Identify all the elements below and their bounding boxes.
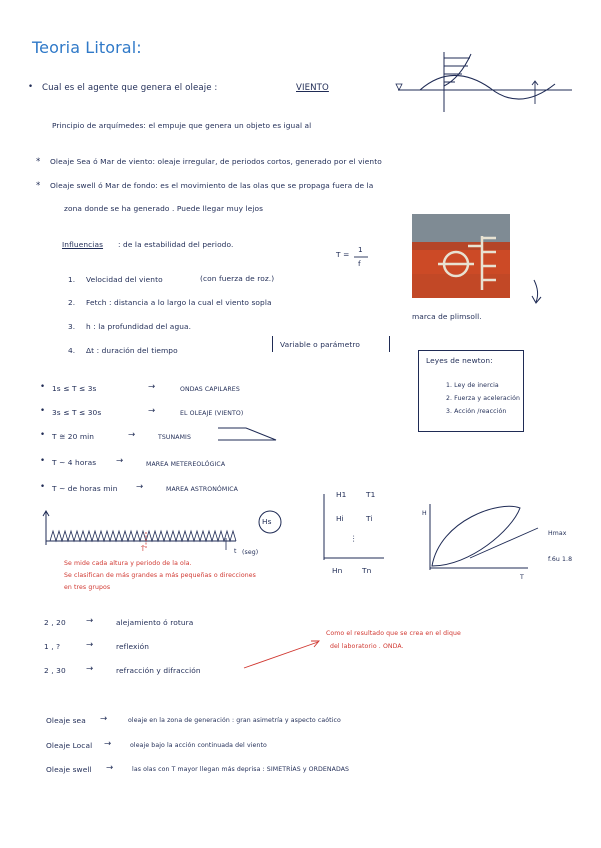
definition-left: Oleaje Local (46, 741, 93, 750)
influences-heading-rest: : de la estabilidad del periodo. (118, 240, 234, 249)
formula-t: T = (336, 250, 350, 259)
ti-label: Ti (366, 514, 373, 523)
influence-num: 4. (68, 346, 76, 355)
ratio-left: 2 , 20 (44, 618, 66, 627)
hs-label: Hs (262, 517, 272, 526)
agent-answer: VIENTO (296, 83, 329, 93)
period-right: MAREA METEREOLÓGICA (146, 461, 226, 468)
period-left: T ~ 4 horas (52, 458, 97, 467)
t-unit-label: (seg) (242, 549, 259, 556)
influence-num: 1. (68, 275, 76, 284)
lab-note: del laboratorio . ONDA. (330, 643, 404, 650)
influence-text: Δt : duración del tiempo (86, 346, 178, 355)
arrow: → (116, 456, 124, 466)
bullet: • (40, 382, 46, 392)
period-left: 1s ≤ T ≤ 3s (52, 384, 97, 393)
period-right: EL OLEAJE (VIENTO) (180, 410, 244, 417)
ratio-right: reflexión (116, 642, 150, 651)
archimedes-note: Principio de arquímedes: el empuje que genera un objeto es igual al (52, 121, 312, 130)
bullet: • (40, 406, 46, 416)
hn-label: Hn (332, 566, 343, 575)
arrow: → (86, 616, 94, 626)
newton-title: Leyes de newton: (426, 356, 493, 365)
wave-note: Se clasifican de más grandes a más pequeñas o direcciones (64, 572, 256, 579)
influence-text: h : la profundidad del agua. (86, 322, 192, 331)
influences-heading: Influencias (62, 240, 104, 249)
tn-label: Tn (362, 566, 372, 575)
ratio-right: alejamiento ó rotura (116, 618, 194, 627)
h-axis-label: H (422, 510, 427, 517)
period-right: ONDAS CAPILARES (180, 386, 240, 393)
influence-num: 3. (68, 322, 76, 331)
definition-right: las olas con T mayor llegan más deprisa : SIMETRÍAS y ORDENADAS (132, 766, 350, 773)
wave-note: Se mide cada altura y periodo de la ola. (64, 560, 192, 567)
bullet: • (40, 456, 46, 466)
period-left: T ~ de horas min (52, 484, 118, 493)
arrow: → (136, 482, 144, 492)
formula-numerator: 1 (358, 245, 363, 254)
influence-text: Fetch : distancia a lo largo la cual el viento sopla (86, 298, 272, 307)
newton-law: 1. Ley de inercia (446, 382, 499, 389)
arrow: → (104, 739, 112, 749)
bullet: • (40, 482, 46, 492)
influence-text: Velocidad del viento (86, 275, 163, 284)
period-right: TSUNAMIS (158, 434, 191, 441)
arrow: → (148, 382, 156, 392)
newton-law: 2. Fuerza y aceleración (446, 395, 520, 402)
hmax-label: Hmax (548, 530, 567, 537)
bullet: • (40, 430, 46, 440)
h1-label: H1 (336, 490, 347, 499)
page-title: Teoria Litoral: (32, 38, 142, 57)
arrow: → (128, 430, 136, 440)
hysteresis-formula: f.6u 1.8 (548, 556, 573, 563)
period-right: MAREA ASTRONÓMICA (166, 486, 239, 493)
ratio-right: refracción y difracción (116, 666, 201, 675)
influence-note: (con fuerza de roz.) (200, 274, 275, 283)
definition-left: Oleaje swell (46, 765, 92, 774)
influence-num: 2. (68, 298, 76, 307)
formula-denominator: f (358, 259, 361, 268)
lab-note: Como el resultado que se crea en el dique (326, 630, 461, 637)
definition-left: Oleaje sea (46, 716, 86, 725)
bullet: • (28, 82, 34, 92)
arrow: → (100, 714, 108, 724)
t-axis-label: T (520, 574, 524, 581)
arrow: → (148, 406, 156, 416)
arrow: → (86, 640, 94, 650)
period-left: T ≅ 20 min (52, 432, 95, 441)
agent-question: Cual es el agente que genera el oleaje : (42, 83, 218, 93)
variable-note: Variable o parámetro (280, 340, 360, 349)
newton-law: 3. Acción /reacción (446, 408, 507, 415)
swell-definition: Oleaje swell ó Mar de fondo: es el movimiento de las olas que se propaga fuera de la (50, 181, 374, 190)
ratio-left: 1 , ? (44, 642, 61, 651)
wave-note: en tres grupos (64, 584, 111, 591)
arrow: → (86, 664, 94, 674)
arrow: → (106, 763, 114, 773)
period-left: 3s ≤ T ≤ 30s (52, 408, 102, 417)
bullet: * (36, 157, 41, 167)
ratio-left: 2 , 30 (44, 666, 66, 675)
t1-label: T1 (366, 490, 376, 499)
definition-right: oleaje bajo la acción continuada del viento (130, 742, 267, 749)
sea-definition: Oleaje Sea ó Mar de viento: oleaje irregular, de periodos cortos, generado por el viento (50, 157, 382, 166)
plimsoll-caption: marca de plimsoll. (412, 312, 482, 321)
swell-definition-cont: zona donde se ha generado . Puede llegar muy lejos (64, 204, 264, 213)
hi-label: Hi (336, 514, 344, 523)
t-bar-label: T̄ (141, 546, 145, 553)
definition-right: oleaje en la zona de generación : gran asimetría y aspecto caótico (128, 717, 341, 724)
dots: ⋮ (350, 534, 358, 543)
bullet: * (36, 181, 41, 191)
t-axis-label: t (234, 548, 237, 555)
